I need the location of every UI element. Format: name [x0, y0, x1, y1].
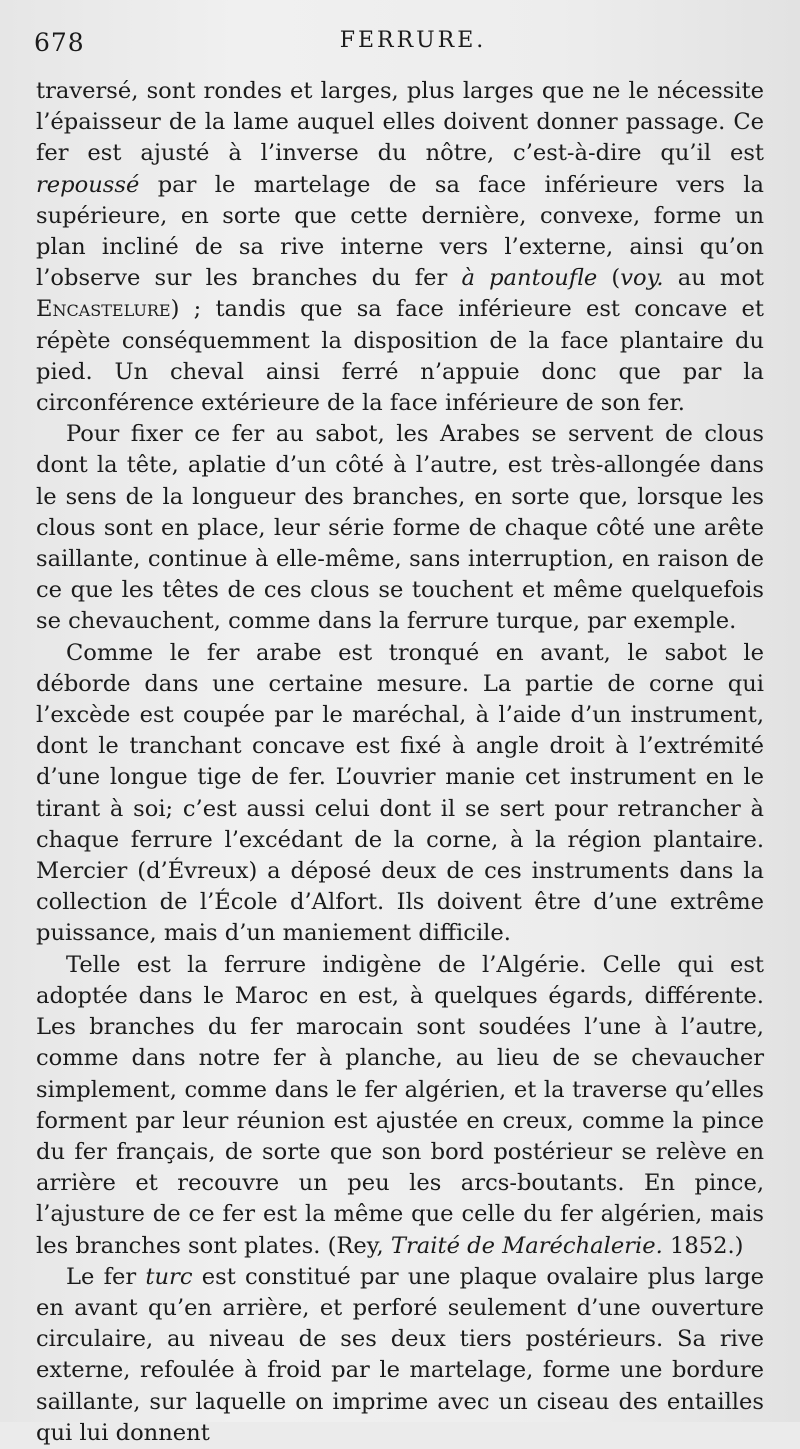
text-run: est constitué par une plaque ovalaire plus large en avant qu’en arrière, et perforé seulement d’une ouverture circulaire, au niveau de ses deux tiers postérieurs. Sa rive externe, refoulée à froid par le martelage, forme une bordure saillante, sur laquelle on imprime avec un ciseau des entailles qui lui donnent: [36, 1263, 764, 1446]
paragraph: [36, 638, 764, 950]
page-number: 678: [34, 28, 85, 57]
running-title: FERRURE.: [339, 28, 487, 53]
text-run: 1852.): [662, 1232, 744, 1259]
text-run: traversé, sont rondes et larges, plus larges que ne le nécessite l’épaisseur de la lame auquel elles doivent donner passage. Ce fer est ajusté à l’inverse du nôtre, c’est-à-dire qu’il est: [36, 78, 764, 167]
text-run: au mot: [663, 265, 765, 292]
italic-text: à pantoufle: [461, 265, 598, 292]
paragraph: [36, 950, 764, 1262]
italic-text: turc: [145, 1263, 193, 1290]
text-run: ) ; tandis que sa face inférieure est concave et répète conséquemment la disposition de la face plantaire du pied. Un cheval ainsi ferré n’appuie donc que par la circonférence extérieure de la face inférieure de son fer.: [36, 296, 764, 417]
text-run: Telle est la ferrure indigène de l’Algérie. Celle qui est adoptée dans le Maroc en est, à quelques égards, différente. Les branches du fer marocain sont soudées l’une à l’autre, comme dans notre fer à planche, au lieu de se chevaucher simplement, comme dans le fer algérien, et la traverse qu’elles forment par leur réunion est ajustée en creux, comme la pince du fer français, de sorte que son bord postérieur se relève en arrière et recouvre un peu les arcs-boutants. En pince, l’ajusture de ce fer est la même que celle du fer algérien, mais les branches sont plates. (Rey,: [36, 951, 764, 1259]
page-header: [34, 28, 752, 64]
text-run: Le fer: [66, 1263, 146, 1290]
paragraph: [36, 76, 764, 419]
text-run: Pour fixer ce fer au sabot, les Arabes se servent de clous dont la tête, aplatie d’un côté à l’autre, est très-allongée dans le sens de la longueur des branches, en sorte que, lorsque les clous sont en place, leur série forme de chaque côté une arête saillante, continue à elle-même, sans interruption, en raison de ce que les têtes de ces clous se touchent et même quelquefois se chevauchent, comme dans la ferrure turque, par exemple.: [36, 421, 764, 635]
text-run: (: [597, 265, 621, 292]
body-text: [36, 76, 764, 1449]
italic-text: repoussé: [36, 171, 140, 198]
paragraph: [36, 1262, 764, 1449]
italic-text: Traité de Maréchalerie.: [390, 1232, 663, 1259]
paragraph: [36, 419, 764, 637]
text-run: Comme le fer arabe est tronqué en avant, le sabot le déborde dans une certaine mesure. La partie de corne qui l’excède est coupée par le maréchal, à l’aide d’un instrument, dont le tranchant concave est fixé à angle droit à l’extrémité d’une longue tige de fer. L’ouvrier manie cet instrument en le tirant à soi; c’est aussi celui dont il se sert pour retrancher à chaque ferrure l’excédant de la corne, à la région plantaire. Mercier (d’Évreux) a déposé deux de ces instruments dans la collection de l’École d’Alfort. Ils doivent être d’une extrême puissance, mais d’un maniement difficile.: [36, 639, 764, 947]
small-caps-text: Encastelure: [36, 296, 171, 323]
text-run: par le martelage de sa face inférieure vers la supérieure, en sorte que cette dernière, convexe, forme un plan incliné de sa rive interne vers l’externe, ainsi qu’on l’observe sur les branches du fer: [36, 171, 764, 292]
italic-text: voy.: [620, 265, 664, 292]
